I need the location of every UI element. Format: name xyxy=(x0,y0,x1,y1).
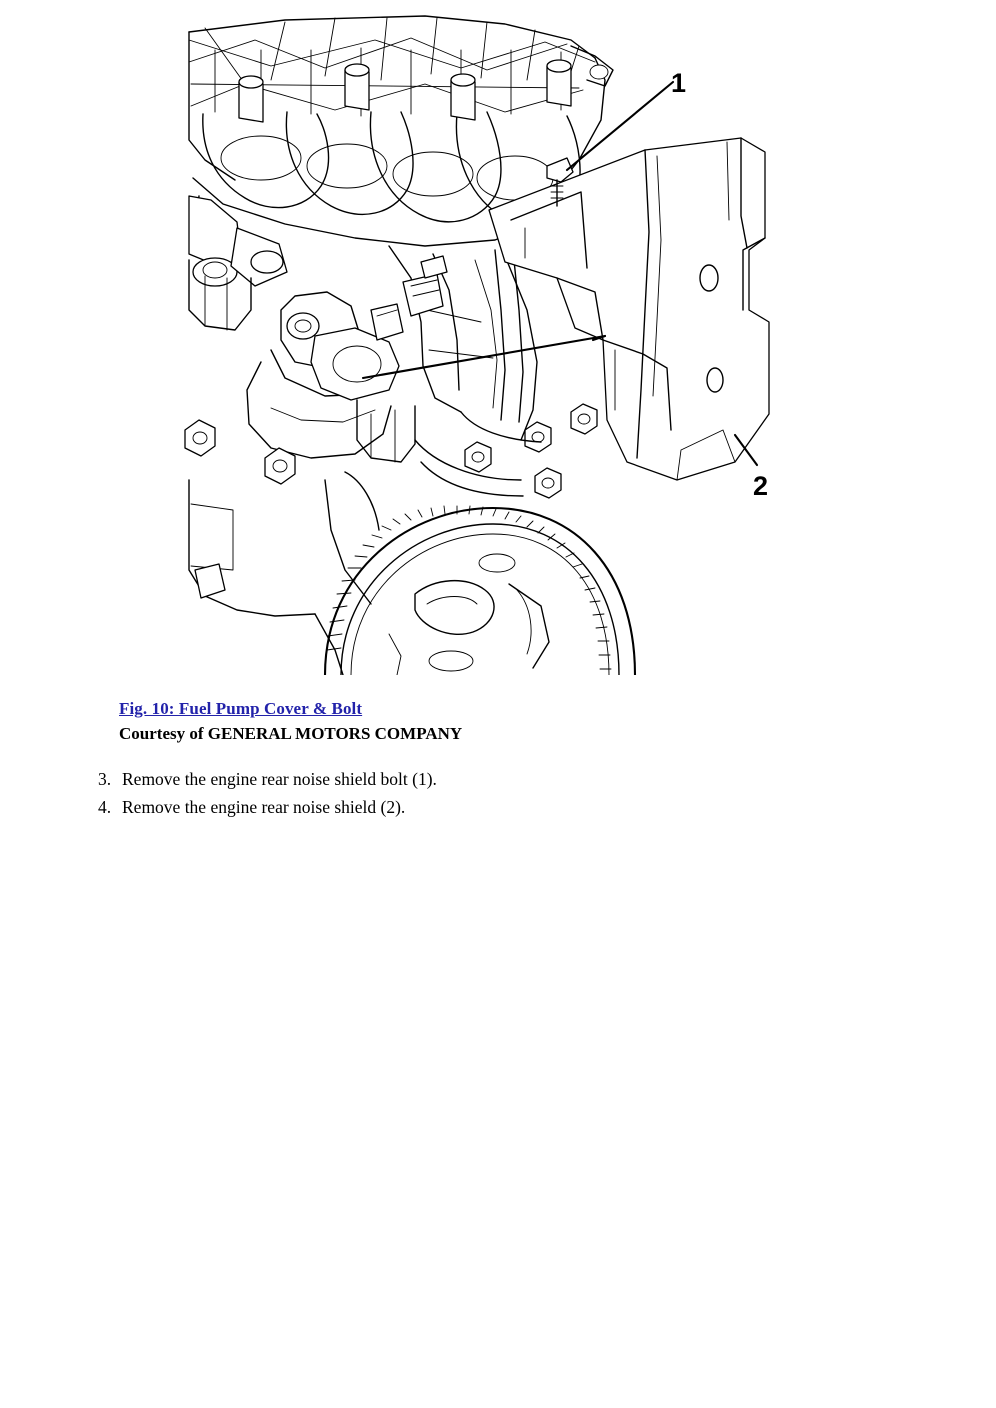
engine-line-drawing xyxy=(175,10,795,675)
figure-caption-block xyxy=(119,698,819,746)
list-item xyxy=(98,765,858,793)
procedure-steps xyxy=(98,765,858,821)
hex-bolts xyxy=(185,404,597,498)
list-item xyxy=(98,793,858,821)
flywheel-group xyxy=(325,506,635,675)
figure-courtesy: Courtesy of GENERAL MOTORS COMPANY xyxy=(119,724,463,743)
callout-label-2: 2 xyxy=(753,471,769,501)
left-bracket-group xyxy=(189,196,287,330)
figure-illustration xyxy=(175,10,795,675)
step-text: Remove the engine rear noise shield (2). xyxy=(122,797,406,817)
oil-pan-edge xyxy=(189,472,379,675)
step-number: 3. xyxy=(98,769,112,789)
step-text: Remove the engine rear noise shield bolt (1). xyxy=(122,769,437,789)
callout-label-1: 1 xyxy=(671,68,687,98)
figure-title-link[interactable]: Fig. 10: Fuel Pump Cover & Bolt xyxy=(119,699,363,718)
step-number: 4. xyxy=(98,797,112,817)
